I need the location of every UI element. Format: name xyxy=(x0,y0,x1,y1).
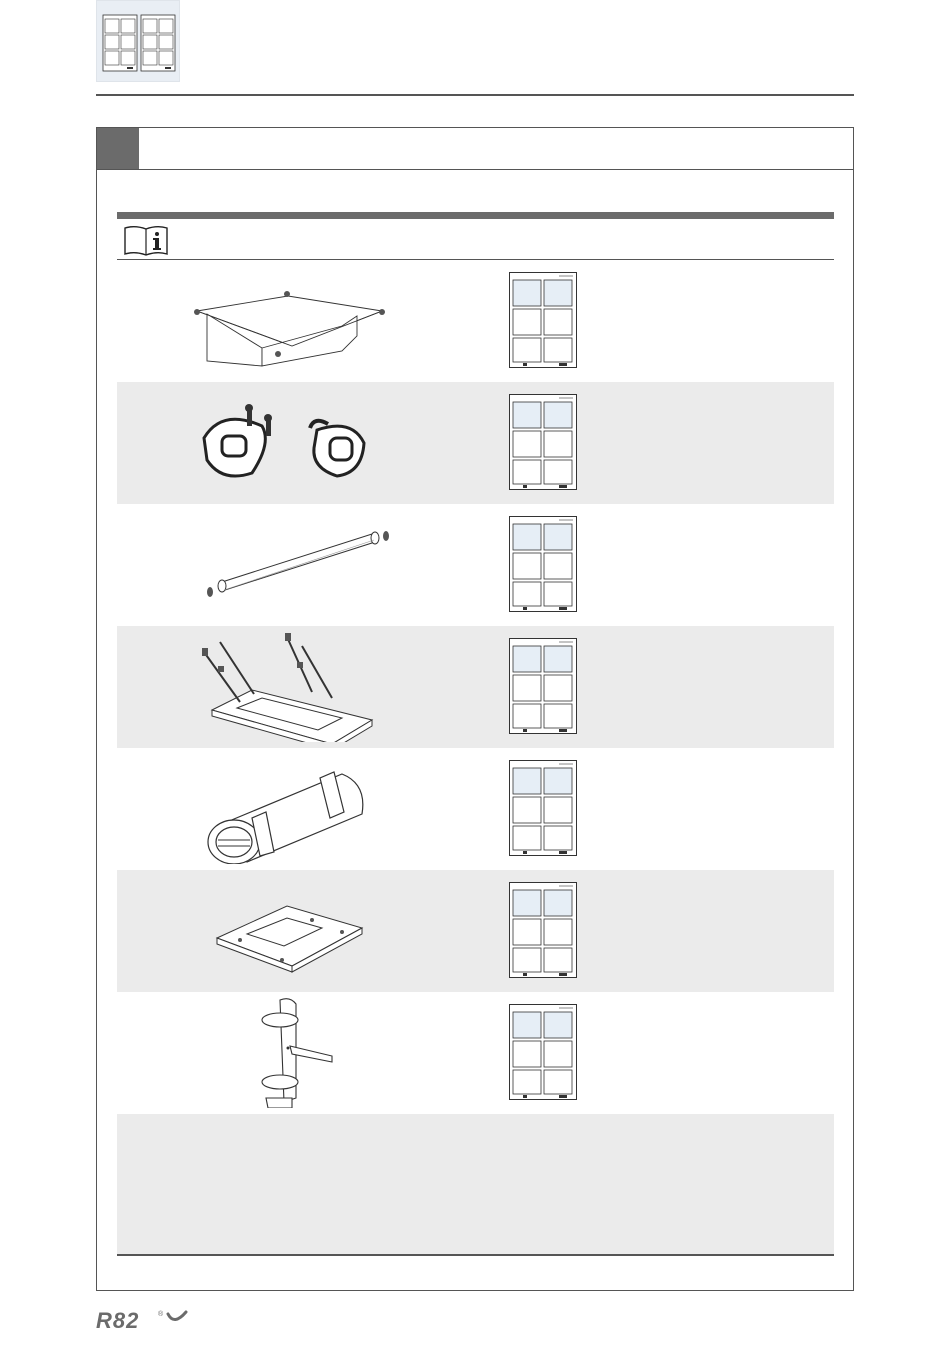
table-row xyxy=(117,870,834,992)
bottle-holder-icon xyxy=(192,998,392,1108)
header-divider xyxy=(96,94,854,96)
manual-page-icon xyxy=(509,1004,577,1100)
roll-bag-icon xyxy=(192,754,392,864)
table-row xyxy=(117,382,834,504)
table-row xyxy=(117,626,834,748)
manual-page-icon xyxy=(509,638,577,734)
table-top-rule xyxy=(117,212,834,219)
manual-page-icon xyxy=(509,882,577,978)
accessory-table xyxy=(117,212,834,1256)
manual-page-icon xyxy=(509,272,577,368)
manual-page-icon xyxy=(509,516,577,612)
brand-swoosh-icon xyxy=(168,1312,186,1320)
rod-icon xyxy=(192,510,392,620)
table-row xyxy=(117,748,834,870)
manual-page-icon xyxy=(509,394,577,490)
r82-logo xyxy=(96,1304,196,1334)
mounting-plate-icon xyxy=(192,876,392,986)
basket-icon xyxy=(192,266,392,376)
frame-with-straps-icon xyxy=(192,632,392,742)
table-header-row xyxy=(117,219,834,260)
manual-page-icon xyxy=(509,760,577,856)
manual-info-icon xyxy=(123,224,169,256)
header-thumbnail xyxy=(96,0,180,82)
brand-name: R82 xyxy=(96,1308,140,1333)
section-title-bar xyxy=(97,128,853,170)
registered-mark: ® xyxy=(158,1311,164,1318)
table-row-empty xyxy=(117,1114,834,1256)
content-frame xyxy=(96,127,854,1291)
table-row xyxy=(117,260,834,382)
section-marker xyxy=(97,128,139,169)
table-row xyxy=(117,504,834,626)
manual-pages-thumbnail-icon xyxy=(97,1,181,83)
table-row xyxy=(117,992,834,1114)
strap-clips-icon xyxy=(192,388,392,498)
